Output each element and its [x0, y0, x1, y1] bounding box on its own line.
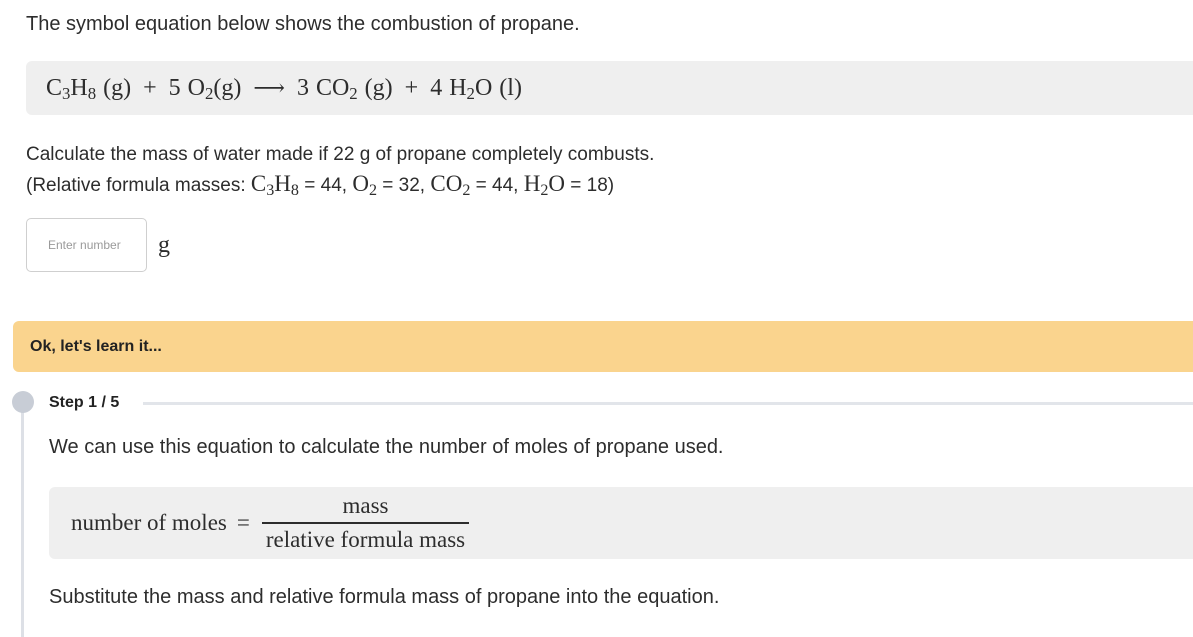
oxygen-state: (g)	[213, 74, 242, 101]
formula-lhs: number of moles	[71, 509, 227, 535]
answer-row	[26, 218, 170, 272]
formula-box	[49, 487, 1193, 559]
co2-state: (g)	[364, 74, 393, 101]
propane-state: (g)	[103, 74, 132, 101]
formula-numerator: mass	[342, 493, 389, 519]
propane-formula: $C_3H_8$	[46, 74, 97, 103]
oxygen-formula: $O_2$	[187, 74, 214, 103]
answer-input[interactable]	[26, 218, 147, 272]
formula-equals: =	[236, 509, 250, 535]
co2-formula: $CO_2$	[315, 74, 358, 103]
question-line-1: Calculate the mass of water made if 22 g of propane completely combusts.	[26, 144, 655, 165]
propane-formula: $C_3H_8$	[250, 171, 299, 200]
learn-it-button[interactable]	[13, 321, 1193, 372]
water-formula: $H_2O$	[449, 74, 493, 103]
question-line-2: (Relative formula masses: $C_3H_8 = 44$, $O_2 = 32$, $CO_2 = 44$, $H_2O = 18$)	[26, 171, 615, 200]
formula-denominator: relative formula mass	[265, 526, 466, 552]
unit-label: g	[158, 231, 170, 258]
co2-formula: $CO_2$	[430, 171, 471, 200]
plus-sign: +	[143, 74, 157, 101]
equation-box	[26, 61, 1193, 115]
combustion-equation	[46, 75, 522, 102]
learn-it-label: Ok, let's learn it...	[30, 337, 162, 355]
oxygen-formula: $O_2$	[352, 171, 377, 200]
formula-fraction	[262, 493, 469, 552]
water-formula: $H_2O$	[523, 171, 566, 200]
water-coefficient: 4	[430, 74, 443, 101]
step-instruction: Substitute the mass and relative formula mass of propane into the equation.	[49, 586, 720, 608]
intro-text: The symbol equation below shows the combustion of propane.	[26, 13, 580, 35]
oxygen-coefficient: 5	[168, 74, 181, 101]
water-state: (l)	[499, 74, 522, 101]
step-explanation: We can use this equation to calculate the number of moles of propane used.	[49, 436, 724, 458]
step-marker-icon	[12, 391, 34, 413]
step-counter: Step 1 / 5	[49, 394, 120, 411]
reaction-arrow: ⟶	[253, 74, 285, 100]
step-timeline	[21, 403, 24, 637]
co2-coefficient: 3	[296, 74, 309, 101]
moles-formula	[71, 493, 469, 552]
step-divider	[143, 402, 1193, 405]
plus-sign: +	[404, 74, 419, 101]
question-text	[26, 140, 654, 200]
